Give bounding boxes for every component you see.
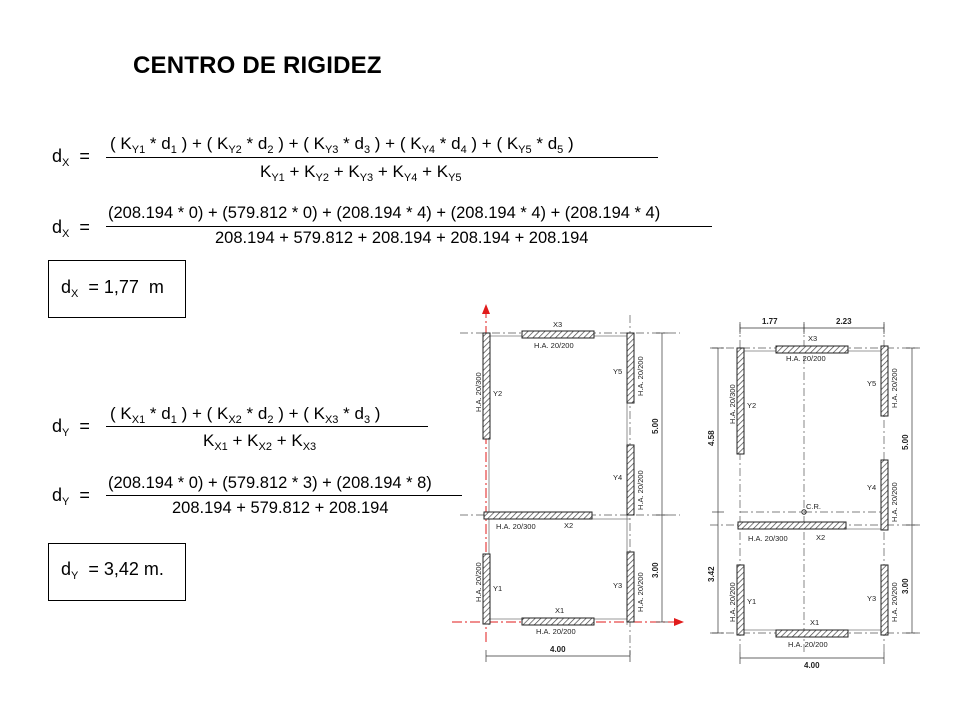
label-y3-section: H.A. 20/200 xyxy=(636,572,645,612)
label-y3-section-right: H.A. 20/200 xyxy=(890,582,899,622)
label-y1-section: H.A. 20/200 xyxy=(474,562,483,602)
label-wall-x1-right: X1 xyxy=(810,618,820,627)
dx-numeric-fraction-line xyxy=(106,226,712,227)
label-wall-x2: X2 xyxy=(564,521,574,530)
wall-x1 xyxy=(522,618,594,625)
label-y5-section: H.A. 20/200 xyxy=(636,356,645,396)
wall-x3-right xyxy=(776,346,848,353)
label-x2-section-right: H.A. 20/300 xyxy=(748,534,788,543)
label-wall-y4-right: Y4 xyxy=(867,483,877,492)
label-wall-y3: Y3 xyxy=(613,581,623,590)
dim-right-lower: 3.00 xyxy=(901,578,910,594)
label-wall-y1: Y1 xyxy=(493,584,503,593)
wall-y2-right xyxy=(737,348,744,454)
wall-x1-right xyxy=(776,630,848,637)
dy-formula-numerator: ( $K_{X1} * d_1$ ) + ( $K_{X2} * d_2$ ) + ( $K_{X3} * d_3$ ) xyxy=(110,404,381,426)
dy-numeric-denominator: 208.194 + 579.812 + 208.194 xyxy=(172,499,389,517)
wall-x2-right xyxy=(738,522,846,529)
dim-top-left: 1.77 xyxy=(762,317,778,326)
label-wall-y2-right: Y2 xyxy=(747,401,757,410)
floor-plan-right xyxy=(700,310,930,672)
label-y4-section-right: H.A. 20/200 xyxy=(890,482,899,522)
wall-y2 xyxy=(483,333,490,439)
label-wall-x2-right: X2 xyxy=(816,533,826,542)
center-of-rigidity-label: C.R. xyxy=(806,502,821,511)
wall-y5-right xyxy=(881,346,888,416)
dx-numeric-numerator: (208.194 * 0) + (579.812 * 0) + (208.194 * 4) + (208.194 * 4) + (208.194 * 4) xyxy=(108,204,661,222)
label-wall-y3-right: Y3 xyxy=(867,594,877,603)
wall-x3 xyxy=(522,331,594,338)
wall-y1 xyxy=(483,554,490,624)
label-x1-section-right: H.A. 20/200 xyxy=(788,640,828,649)
dim-left-lower: 3.42 xyxy=(707,566,716,582)
dy-formula-fraction-line xyxy=(106,426,428,427)
label-wall-y1-right: Y1 xyxy=(747,597,757,606)
dy-numeric-lhs: $d_Y$ = xyxy=(52,485,90,508)
wall-y3-right xyxy=(881,565,888,635)
label-y4-section: H.A. 20/200 xyxy=(636,470,645,510)
dx-formula-fraction-line xyxy=(106,157,658,158)
dy-result-box xyxy=(48,543,186,601)
floor-plan-left xyxy=(440,300,700,670)
label-wall-y4: Y4 xyxy=(613,473,623,482)
dx-numeric-denominator: 208.194 + 579.812 + 208.194 + 208.194 + 208.194 xyxy=(215,229,589,247)
dx-numeric-lhs: $d_X$ = xyxy=(52,217,90,240)
label-wall-y2: Y2 xyxy=(493,389,503,398)
dim-lower: 3.00 xyxy=(651,562,660,578)
dim-upper: 5.00 xyxy=(651,418,660,434)
wall-y1-right xyxy=(737,565,744,635)
label-y2-section-right: H.A. 20/300 xyxy=(728,384,737,424)
beams-left xyxy=(486,333,630,625)
dim-width-right: 4.00 xyxy=(804,661,820,670)
grid-lines-left xyxy=(460,315,680,655)
page-title: CENTRO DE RIGIDEZ xyxy=(133,52,382,79)
dx-result-box xyxy=(48,260,186,318)
dim-top-right: 2.23 xyxy=(836,317,852,326)
dim-width: 4.00 xyxy=(550,645,566,654)
label-y1-section-right: H.A. 20/200 xyxy=(728,582,737,622)
wall-y3 xyxy=(627,552,634,622)
wall-y4-right xyxy=(881,460,888,530)
label-wall-y5: Y5 xyxy=(613,367,623,376)
label-x2-section: H.A. 20/300 xyxy=(496,522,536,531)
beams-right xyxy=(740,351,884,630)
wall-y4 xyxy=(627,445,634,515)
label-wall-x1: X1 xyxy=(555,606,565,615)
label-x1-section: H.A. 20/200 xyxy=(536,627,576,636)
label-wall-y5-right: Y5 xyxy=(867,379,877,388)
label-x3-section-right: H.A. 20/200 xyxy=(786,354,826,363)
dx-lhs: $d_X$ = xyxy=(52,146,90,169)
dx-result: $d_X = 1,77$ m xyxy=(61,277,164,300)
dim-right-upper: 5.00 xyxy=(901,434,910,450)
label-wall-x3-right: X3 xyxy=(808,334,818,343)
label-y5-section-right: H.A. 20/200 xyxy=(890,368,899,408)
dy-result: $d_Y = 3,42$ m. xyxy=(61,559,164,582)
dy-lhs: $d_Y$ = xyxy=(52,416,90,439)
label-x3-section: H.A. 20/200 xyxy=(534,341,574,350)
label-y2-section: H.A. 20/300 xyxy=(474,372,483,412)
dim-left-upper: 4.58 xyxy=(707,430,716,446)
dy-numeric-numerator: (208.194 * 0) + (579.812 * 3) + (208.194 * 8) xyxy=(108,474,432,492)
dx-formula-numerator: ( $K_{Y1} * d_1$ ) + ( $K_{Y2} * d_2$ ) + ( $K_{Y3} * d_3$ ) + ( $K_{Y4} * d_4$ ) + ( $K_{Y5} * d_5$ ) xyxy=(110,134,574,156)
dy-formula-denominator: $K_{X1} + K_{X2} + K_{X3}$ xyxy=(203,431,317,453)
dx-formula-denominator: $K_{Y1} + K_{Y2} + K_{Y3} + K_{Y4} + K_{Y5}$ xyxy=(260,162,462,184)
dy-numeric-fraction-line xyxy=(106,495,462,496)
wall-x2 xyxy=(484,512,592,519)
label-wall-x3: X3 xyxy=(553,320,563,329)
wall-y5 xyxy=(627,333,634,403)
